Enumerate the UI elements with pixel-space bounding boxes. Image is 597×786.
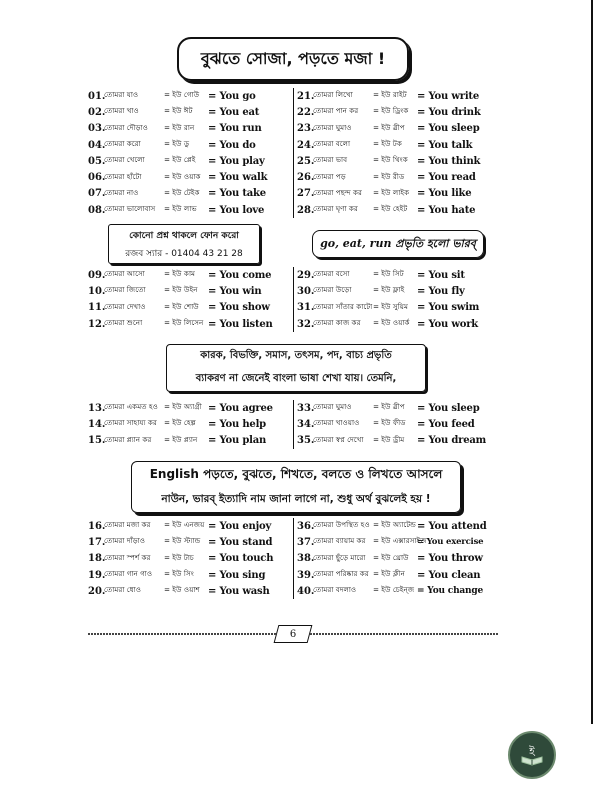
vocab-row	[297, 186, 498, 202]
english-phrase: = You write	[417, 90, 480, 102]
pronunciation: = ইউ সুয়িম	[373, 301, 408, 311]
vocab-row	[297, 534, 498, 550]
vocab-row	[297, 283, 498, 299]
english-phrase: = You hate	[417, 204, 476, 216]
row-number: 16.	[88, 520, 106, 532]
row-number: 19.	[88, 569, 106, 581]
vocab-row	[88, 202, 293, 218]
bengali-meaning: তোমরা আসো	[104, 269, 145, 279]
vocab-row	[297, 416, 498, 432]
english-phrase: = You attend	[417, 520, 487, 532]
vocab-block-2	[88, 267, 498, 332]
vocab-row	[88, 518, 293, 534]
pronunciation: = ইউ ফ্লাই	[373, 285, 405, 295]
vocab-column-right	[293, 88, 498, 218]
row-number: 31.	[297, 302, 315, 314]
vocab-row	[297, 169, 498, 185]
row-number: 22.	[297, 106, 315, 118]
vocab-row	[297, 137, 498, 153]
page-number-text: 6	[289, 628, 297, 640]
english-box-line-2: নাউন, ভারব্ ইত্যাদি নাম জানা লাগে না, শুধু অর্থ বুঝলেই হয় !	[161, 492, 431, 505]
english-phrase: = You clean	[417, 569, 481, 581]
note-line-2: ব্যাকরণ না জেনেই বাংলা ভাষা শেখা যায়। তেমনি,	[195, 373, 397, 384]
pronunciation: = ইউ রীড	[373, 171, 405, 181]
pronunciation: = ইউ ওয়াশ	[164, 585, 200, 595]
pronunciation: = ইউ স্লীপ	[373, 122, 405, 132]
english-phrase: = You talk	[417, 139, 473, 151]
english-phrase: = You play	[208, 155, 265, 167]
row-number: 32.	[297, 318, 315, 330]
vocab-column-left	[88, 518, 293, 599]
vocab-row	[88, 104, 293, 120]
bengali-meaning: তোমরা পরিষ্কার কর	[313, 569, 369, 579]
english-phrase: = You like	[417, 188, 472, 200]
vocab-row	[297, 202, 498, 218]
vocab-column-right	[293, 400, 498, 449]
page-number	[274, 625, 313, 643]
row-number: 02.	[88, 106, 106, 118]
bengali-meaning: তোমরা উড়ো	[313, 285, 352, 295]
english-phrase: = You feed	[417, 418, 475, 430]
english-phrase: = You plan	[208, 435, 267, 447]
bengali-meaning: তোমরা নাও	[104, 187, 139, 197]
vocab-row	[88, 153, 293, 169]
pronunciation: = ইউ স্ট্যান্ড	[164, 536, 201, 546]
english-phrase: = You sleep	[417, 402, 480, 414]
bengali-meaning: তোমরা খাও	[104, 106, 139, 116]
bengali-meaning: তোমরা প্ল্যান কর	[104, 434, 152, 444]
vocab-row	[88, 400, 293, 416]
row-number: 28.	[297, 204, 315, 216]
pronunciation: = ইউ অ্যাগ্রী	[164, 402, 202, 412]
pronunciation: = ইউ থিংক	[373, 155, 408, 165]
vocab-row	[88, 416, 293, 432]
english-phrase: = You listen	[208, 318, 273, 330]
bengali-meaning: তোমরা খাওয়াও	[313, 418, 360, 428]
bengali-meaning: তোমরা ভালোবাস	[104, 204, 156, 214]
row-number: 06.	[88, 172, 106, 184]
pronunciation: = ইউ রাইট	[373, 90, 407, 100]
row-number: 25.	[297, 155, 315, 167]
row-number: 11.	[88, 302, 106, 314]
bengali-meaning: তোমরা দাঁড়াও	[104, 536, 146, 546]
vocab-row	[297, 400, 498, 416]
row-number: 08.	[88, 204, 106, 216]
english-phrase: = You think	[417, 155, 481, 167]
english-phrase: = You read	[417, 172, 476, 184]
bengali-meaning: তোমরা ভাব	[313, 155, 348, 165]
english-phrase: = You walk	[208, 172, 268, 184]
english-phrase: = You enjoy	[208, 520, 272, 532]
row-number: 10.	[88, 285, 106, 297]
row-number: 17.	[88, 536, 106, 548]
vocab-row	[88, 88, 293, 104]
vocab-row	[88, 534, 293, 550]
row-number: 39.	[297, 569, 315, 581]
pronunciation: = ইউ ডু	[164, 139, 190, 149]
pronunciation: = ইউ চেইন্জ	[373, 585, 415, 595]
vocab-row	[297, 316, 498, 332]
row-number: 36.	[297, 520, 315, 532]
row-number: 18.	[88, 553, 106, 565]
bengali-meaning: তোমরা করো	[104, 139, 141, 149]
book-icon	[518, 741, 546, 769]
pronunciation: = ইউ গোউ	[164, 90, 200, 100]
row-number: 13.	[88, 402, 106, 414]
bengali-meaning: তোমরা পান কর	[313, 106, 359, 116]
row-number: 37.	[297, 536, 315, 548]
english-phrase: = You fly	[417, 285, 465, 297]
english-phrase: = You drink	[417, 106, 481, 118]
row-number: 01.	[88, 90, 106, 102]
bengali-meaning: তোমরা কাজ কর	[313, 318, 361, 328]
bengali-meaning: তোমরা শুনো	[104, 318, 143, 328]
row-number: 20.	[88, 585, 106, 597]
phone-box-line-2: রজব স্যার - 01404 43 21 28	[125, 248, 243, 259]
page-edge-rule	[591, 0, 593, 724]
note-line-1: কারক, বিভক্তি, সমাস, তৎসম, পদ, বাচ্য প্রভৃতি	[200, 350, 392, 361]
vocab-row	[297, 88, 498, 104]
bengali-meaning: তোমরা খেলো	[104, 155, 145, 165]
bengali-meaning: তোমরা স্পর্শ কর	[104, 552, 151, 562]
vocab-row	[88, 567, 293, 583]
pronunciation: = ইউ ড্রীম	[373, 434, 405, 444]
bengali-meaning: তোমরা দৌড়াও	[104, 122, 148, 132]
row-number: 05.	[88, 155, 106, 167]
bengali-meaning: তোমরা বলো	[313, 139, 351, 149]
english-phrase: = You take	[208, 188, 266, 200]
pronunciation: = ইউ হেল্প	[164, 418, 196, 428]
row-number: 15.	[88, 435, 106, 447]
pronunciation: = ইউ ক্লীন	[373, 569, 405, 579]
svg-text:ই: ই	[529, 745, 535, 758]
bengali-meaning: তোমরা লিখো	[313, 90, 353, 100]
bengali-meaning: তোমরা ঘুমাও	[313, 122, 352, 132]
bengali-meaning: তোমরা দেখাও	[104, 301, 146, 311]
bengali-meaning: তোমরা ঘৃণা কর	[313, 204, 358, 214]
row-number: 23.	[297, 123, 315, 135]
vocab-row	[297, 153, 498, 169]
vocab-row	[297, 433, 498, 449]
bengali-meaning: তোমরা সাঁতার কাটো	[313, 301, 373, 311]
pronunciation: = ইউ থ্রোউ	[373, 552, 409, 562]
pronunciation: = ইউ অ্যাটেন্ড	[373, 520, 416, 530]
row-number: 07.	[88, 188, 106, 200]
pronunciation: = ইউ কাম	[164, 269, 196, 279]
row-number: 29.	[297, 269, 315, 281]
vocab-row	[88, 121, 293, 137]
english-phrase: = You swim	[417, 302, 480, 314]
english-phrase: = You throw	[417, 553, 483, 565]
pronunciation: = ইউ ঈট	[164, 106, 193, 116]
pronunciation: = ইউ সিট	[373, 269, 404, 279]
bengali-meaning: তোমরা মজা কর	[104, 520, 151, 530]
vocab-row	[88, 316, 293, 332]
bengali-meaning: তোমরা স্বপ্ন দেখো	[313, 434, 364, 444]
vocab-column-right	[293, 267, 498, 332]
phone-box-line-1: কোনো প্রশ্ন থাকলে ফোন করো	[129, 230, 239, 241]
row-number: 35.	[297, 435, 315, 447]
row-number: 09.	[88, 269, 106, 281]
bengali-meaning: তোমরা ঘুমাও	[313, 402, 352, 412]
vocab-row	[88, 137, 293, 153]
pronunciation: = ইউ এক্সারসাইজ	[373, 536, 427, 546]
pronunciation: = ইউ হেইট	[373, 204, 408, 214]
pronunciation: = ইউ প্ল্যান	[164, 434, 198, 444]
english-phrase: = You love	[208, 204, 265, 216]
pronunciation: = ইউ সিং	[164, 569, 194, 579]
vocab-row	[297, 300, 498, 316]
pronunciation: = ইউ লাইক	[373, 187, 410, 197]
vocab-row	[297, 518, 498, 534]
vocab-block-3	[88, 400, 498, 449]
vocab-column-right	[293, 518, 498, 599]
vocab-row	[297, 567, 498, 583]
english-phrase: = You dream	[417, 435, 487, 447]
bengali-meaning: তোমরা বসো	[313, 269, 350, 279]
english-phrase: = You exercise	[417, 537, 484, 548]
vocab-row	[88, 300, 293, 316]
english-phrase: = You sing	[208, 569, 266, 581]
english-phrase: = You touch	[208, 553, 274, 565]
grammar-note-box	[166, 344, 426, 392]
vocab-row	[297, 583, 498, 599]
english-phrase: = You run	[208, 123, 262, 135]
pronunciation: = ইউ শোউ	[164, 301, 199, 311]
pronunciation: = ইউ টাচ	[164, 552, 194, 562]
pronunciation: = ইউ রান	[164, 122, 195, 132]
english-phrase: = You help	[208, 418, 266, 430]
vocab-row	[88, 583, 293, 599]
row-number: 26.	[297, 172, 315, 184]
pronunciation: = ইউ লাভ	[164, 204, 197, 214]
row-number: 04.	[88, 139, 106, 151]
row-number: 12.	[88, 318, 106, 330]
english-phrase: = You change	[417, 586, 484, 597]
pronunciation: = ইউ ওয়াক	[164, 171, 201, 181]
bengali-meaning: তোমরা গান গাও	[104, 569, 153, 579]
pronunciation: = ইউ টেইক	[164, 187, 200, 197]
bengali-meaning: তোমরা একমত হও	[104, 402, 158, 412]
row-number: 38.	[297, 553, 315, 565]
bengali-meaning: তোমরা উপস্থিত হও	[313, 520, 370, 530]
row-number: 27.	[297, 188, 315, 200]
english-box-line-1: English পড়তে, বুঝতে, শিখতে, বলতে ও লিখতে আসলে	[149, 466, 443, 481]
bengali-meaning: তোমরা হাঁটো	[104, 171, 142, 181]
pronunciation: = ইউ টক	[373, 139, 402, 149]
row-number: 34.	[297, 418, 315, 430]
bengali-meaning: তোমরা পড়	[313, 171, 346, 181]
vocab-row	[297, 121, 498, 137]
english-phrase: = You work	[417, 318, 479, 330]
english-phrase: = You wash	[208, 585, 270, 597]
english-phrase: = You sleep	[417, 123, 480, 135]
vocab-row	[297, 267, 498, 283]
vocab-row	[297, 551, 498, 567]
english-phrase: = You stand	[208, 536, 273, 548]
pronunciation: = ইউ এনজয়	[164, 520, 205, 530]
english-phrase: = You sit	[417, 269, 465, 281]
vocab-column-left	[88, 88, 293, 218]
bengali-meaning: তোমরা জিতো	[104, 285, 146, 295]
english-phrase: = You eat	[208, 106, 260, 118]
pronunciation: = ইউ ওয়ার্ক	[373, 318, 410, 328]
pronunciation: = ইউ প্লেই	[164, 155, 196, 165]
vocab-row	[88, 186, 293, 202]
vocab-column-left	[88, 400, 293, 449]
english-phrase: = You agree	[208, 402, 273, 414]
vocab-row	[88, 433, 293, 449]
bengali-meaning: তোমরা পছন্দ কর	[313, 187, 362, 197]
english-phrase: = You win	[208, 285, 262, 297]
vocab-row	[88, 267, 293, 283]
row-number: 24.	[297, 139, 315, 151]
pronunciation: = ইউ লিসেন	[164, 318, 204, 328]
pronunciation: = ইউ ড্রিংক	[373, 106, 409, 116]
bengali-meaning: তোমরা ধোও	[104, 585, 142, 595]
english-phrase: = You do	[208, 139, 256, 151]
bengali-meaning: তোমরা বদলাও	[313, 585, 357, 595]
pronunciation: = ইউ উইন	[164, 285, 198, 295]
english-phrase: = You go	[208, 90, 256, 102]
vocab-row	[88, 169, 293, 185]
pronunciation: = ইউ স্লীপ	[373, 402, 405, 412]
english-note-box	[131, 461, 461, 513]
row-number: 30.	[297, 285, 315, 297]
vocab-row	[88, 283, 293, 299]
bengali-meaning: তোমরা সাহায্য কর	[104, 418, 157, 428]
vocab-row	[297, 104, 498, 120]
vocab-block-4	[88, 518, 498, 599]
english-phrase: = You come	[208, 269, 272, 281]
vocab-column-left	[88, 267, 293, 332]
page-title: বুঝতে সোজা, পড়তে মজা !	[177, 37, 409, 81]
english-phrase: = You show	[208, 302, 270, 314]
bengali-meaning: তোমরা যাও	[104, 90, 139, 100]
phone-contact-box	[108, 224, 260, 264]
bengali-meaning: তোমরা ছুঁড়ে মারো	[313, 552, 366, 562]
book-logo-icon	[508, 731, 556, 779]
row-number: 21.	[297, 90, 315, 102]
row-number: 03.	[88, 123, 106, 135]
bengali-meaning: তোমরা ব্যায়াম কর	[313, 536, 366, 546]
row-number: 40.	[297, 585, 315, 597]
row-number: 14.	[88, 418, 106, 430]
vocab-block-1	[88, 88, 498, 218]
vocab-row	[88, 551, 293, 567]
verb-note-box: go, eat, run প্রভৃতি হলো ভারব্	[312, 230, 484, 258]
pronunciation: = ইউ ফীড	[373, 418, 406, 428]
row-number: 33.	[297, 402, 315, 414]
